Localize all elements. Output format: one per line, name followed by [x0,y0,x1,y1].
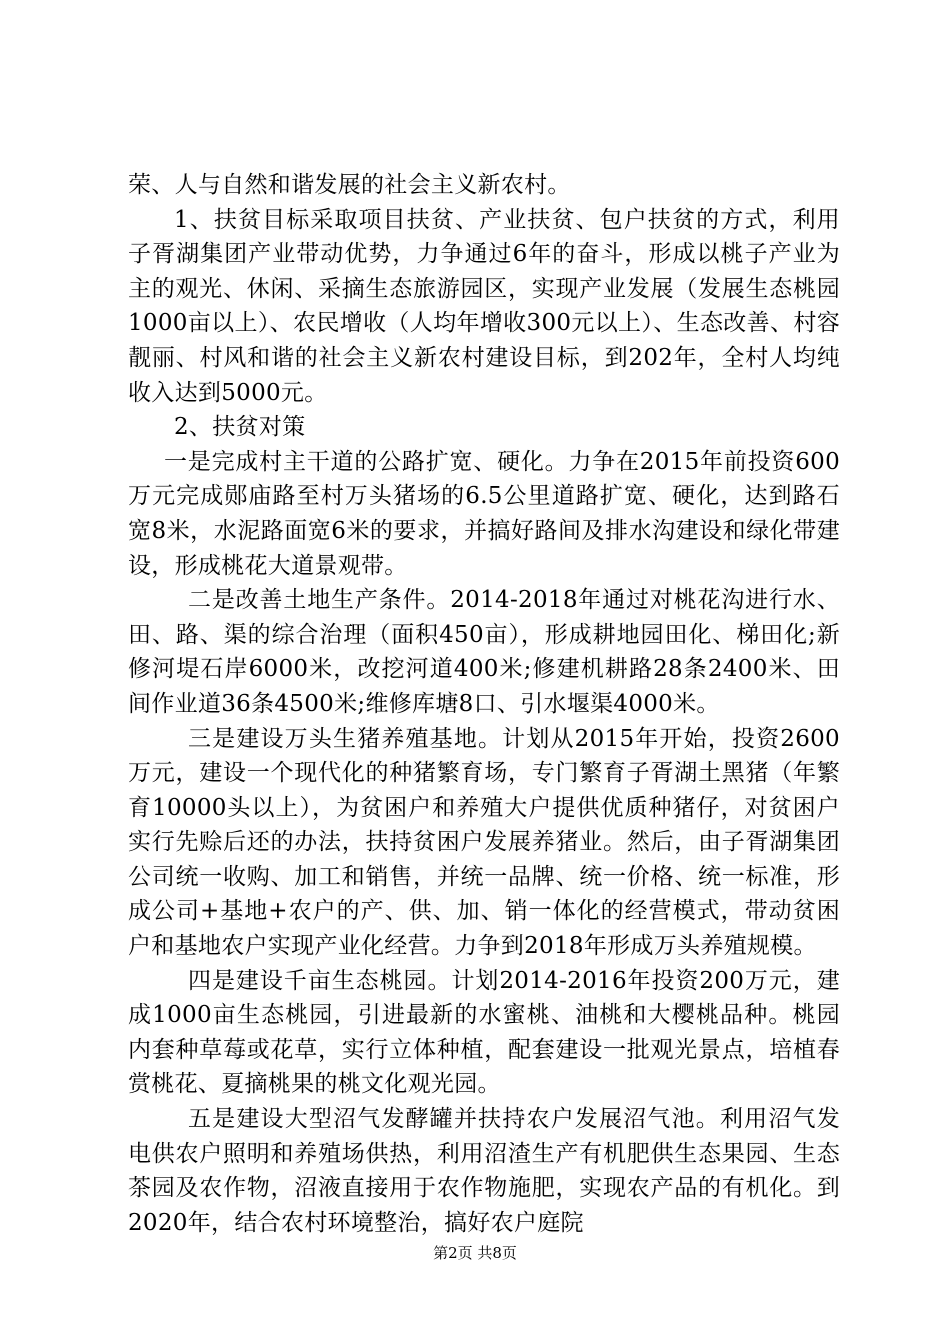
paragraph-peach-orchard: 四是建设千亩生态桃园。计划2014-2016年投资200万元，建成1000亩生态桃园，引进最新的水蜜桃、油桃和大樱桃品种。桃园内套种草莓或花草，实行立体种植，配套建设一批观光景点，培植春赏桃花、夏摘桃果的桃文化观光园。 [128,967,840,1098]
document-body [128,168,840,1240]
paragraph-land-improvement: 二是改善土地生产条件。2014-2018年通过对桃花沟进行水、田、路、渠的综合治理（面积450亩），形成耕地园田化、梯田化;新修河堤石岸6000米，改挖河道400米;修建机耕路28条2400米、田间作业道36条4500米;维修库塘8口、引水堰渠4000米。 [128,587,840,717]
section-heading-countermeasures: 2、扶贫对策 [174,414,306,441]
page-number-footer: 第2页 共8页 [433,1244,517,1262]
paragraph-pig-farming-base: 三是建设万头生猪养殖基地。计划从2015年开始，投资2600万元，建设一个现代化的种猪繁育场，专门繁育子胥湖土黑猪（年繁育10000头以上），为贫困户和养殖大户提供优质种猪仔，对贫困户实行先赊后还的办法，扶持贫困户发展养猪业。然后，由子胥湖集团公司统一收购、加工和销售，并统一品牌、统一价格、统一标准，形成公司+基地+农户的产、供、加、销一体化的经营模式，带动贫困户和基地农户实现产业化经营。力争到2018年形成万头养殖规模。 [128,725,840,960]
paragraph-continuation: 荣、人与自然和谐发展的社会主义新农村。 [128,172,571,198]
paragraph-road-construction: 一是完成村主干道的公路扩宽、硬化。力争在2015年前投资600万元完成郧庙路至村万头猪场的6.5公里道路扩宽、硬化，达到路石宽8米，水泥路面宽6米的要求，并搞好路间及排水沟建设和绿化带建设，形成桃花大道景观带。 [128,448,840,579]
paragraph-poverty-goal: 1、扶贫目标采取项目扶贫、产业扶贫、包户扶贫的方式，利用子胥湖集团产业带动优势，力争通过6年的奋斗，形成以桃子产业为主的观光、休闲、采摘生态旅游园区，实现产业发展（发展生态桃园1000亩以上）、农民增收（人均年增收300元以上）、生态改善、村容靓丽、村风和谐的社会主义新农村建设目标，到202年，全村人均纯收入达到5000元。 [128,206,840,406]
paragraph-biogas: 五是建设大型沼气发酵罐并扶持农户发展沼气池。利用沼气发电供农户照明和养殖场供热，利用沼渣生产有机肥供生态果园、生态茶园及农作物，沼液直接用于农作物施肥，实现农产品的有机化。到2020年，结合农村环境整治，搞好农户庭院 [128,1106,840,1236]
